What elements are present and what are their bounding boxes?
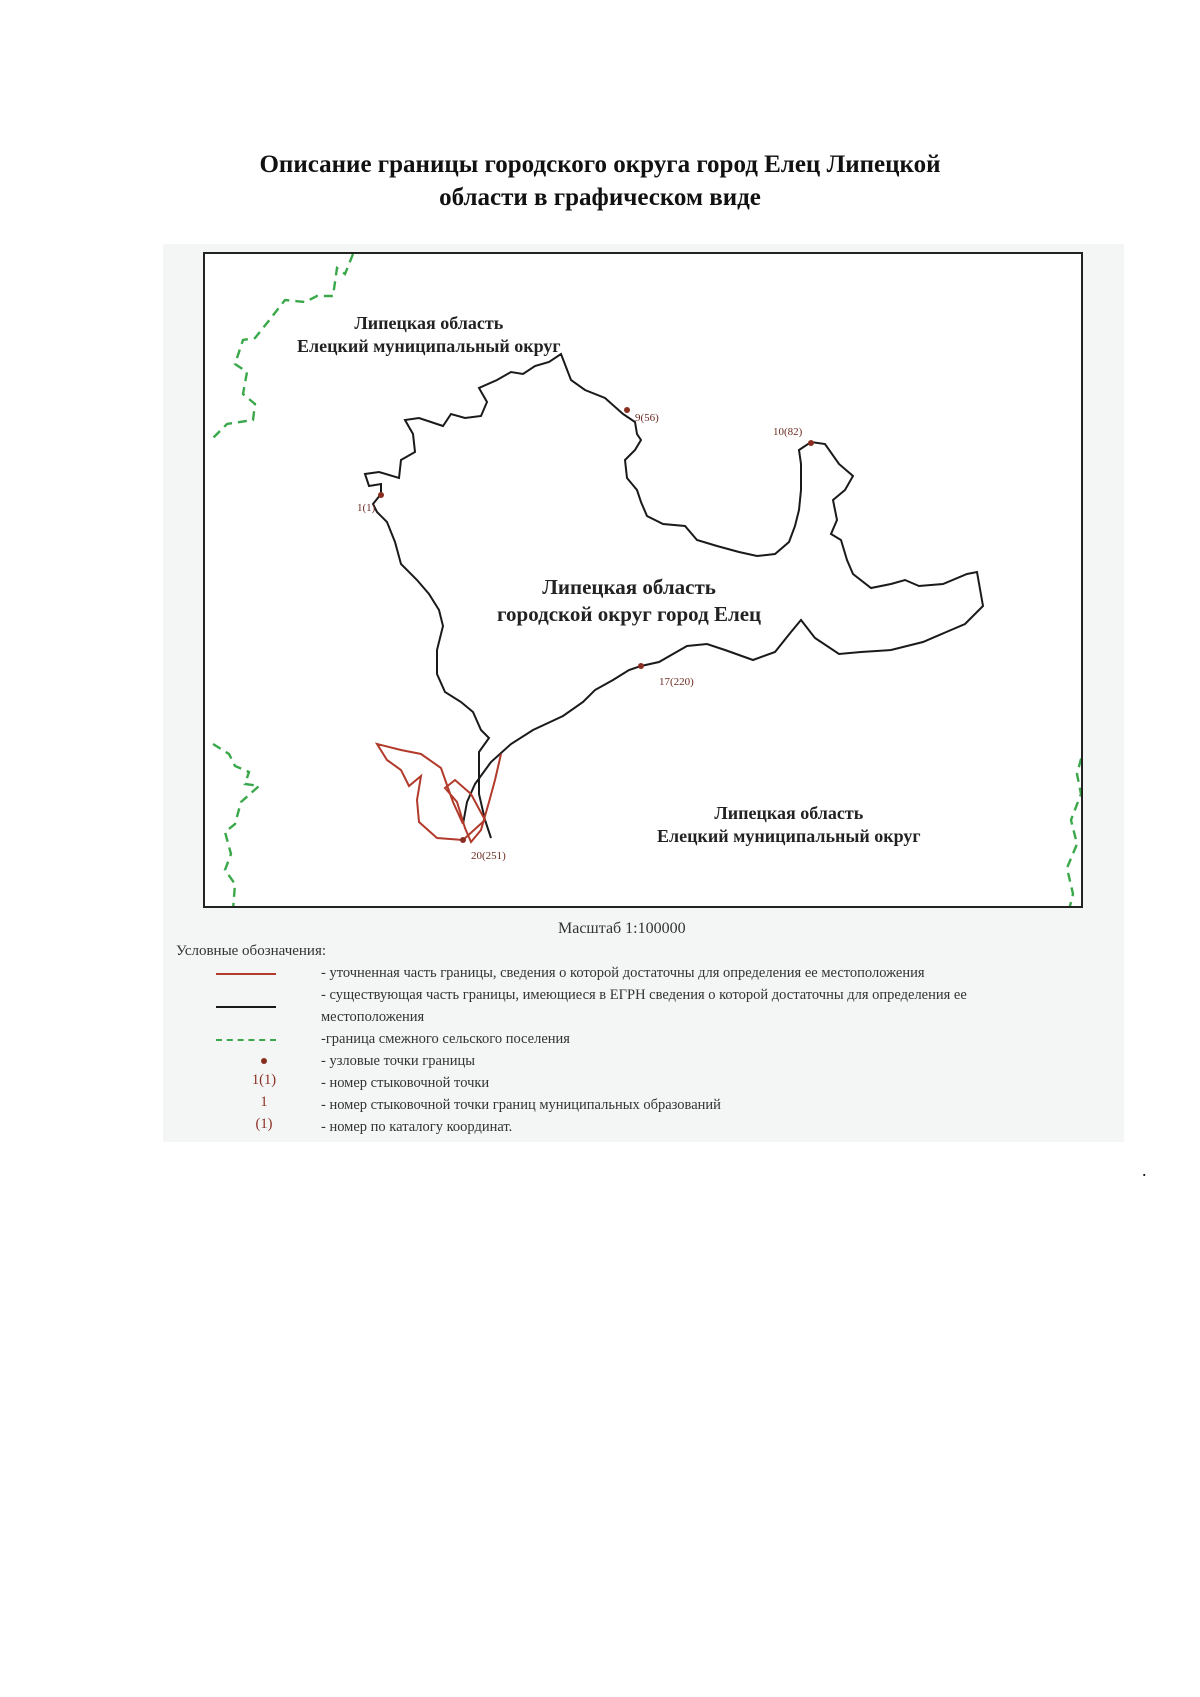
legend-text-junction: - номер стыковочной точки	[321, 1075, 490, 1091]
junction-symbol: 1(1)	[251, 1072, 277, 1088]
node-point-9	[624, 407, 630, 413]
node-point-1	[378, 492, 384, 498]
adjacent-boundary-bottom-left	[213, 744, 259, 908]
legend-text-refined: - уточненная часть границы, сведения о которой достаточны для определения ее местоположения	[321, 965, 925, 981]
node-point-symbol	[261, 1058, 267, 1064]
region-top-line-2: Елецкий муниципальный округ	[297, 336, 561, 356]
legend-text-municipal-junction: - номер стыковочной точки границ муниципальных образований	[321, 1097, 721, 1113]
existing-line-symbol	[216, 1006, 276, 1008]
region-label-top	[297, 312, 561, 358]
region-label-bottom	[657, 802, 921, 848]
map-frame	[203, 252, 1083, 908]
adjacent-line-symbol	[216, 1039, 276, 1041]
title-line-1: Описание границы городского округа город Елец Липецкой	[259, 151, 941, 178]
point-label-17: 17(220)	[659, 676, 694, 688]
refined-boundary	[377, 744, 501, 842]
map-scale: Масштаб 1:100000	[558, 920, 686, 937]
point-label-9: 9(56)	[635, 412, 659, 424]
point-label-10: 10(82)	[773, 426, 803, 438]
region-center-line-1: Липецкая область	[542, 575, 716, 599]
adjacent-boundary-bottom-right	[1067, 744, 1083, 908]
refined-line-symbol	[216, 973, 276, 975]
point-label-1: 1(1)	[357, 502, 376, 514]
node-point-10	[808, 440, 814, 446]
region-bottom-line-1: Липецкая область	[714, 803, 864, 823]
node-point-20	[460, 837, 466, 843]
region-center-line-2: городской округ город Елец	[497, 602, 762, 626]
legend-text-existing: - существующая часть границы, имеющиеся в ЕГРН сведения о которой достаточны для определения ее местоположения	[321, 987, 967, 1025]
trailing-mark: .	[1142, 1160, 1147, 1180]
catalog-symbol: (1)	[255, 1116, 273, 1132]
region-label-center	[497, 574, 761, 628]
title-line-2: области в графическом виде	[439, 184, 761, 211]
legend-text-catalog: - номер по каталогу координат.	[321, 1119, 513, 1135]
node-point-17	[638, 663, 644, 669]
municipal-junction-symbol: 1	[260, 1094, 268, 1110]
document-title	[0, 148, 1200, 214]
legend-title: Условные обозначения:	[176, 943, 327, 959]
point-label-20: 20(251)	[471, 850, 506, 862]
legend-text-node: - узловые точки границы	[321, 1053, 475, 1069]
region-top-line-1: Липецкая область	[354, 313, 504, 333]
legend-text-adjacent: -граница смежного сельского поселения	[321, 1031, 570, 1047]
region-bottom-line-2: Елецкий муниципальный округ	[657, 826, 921, 846]
